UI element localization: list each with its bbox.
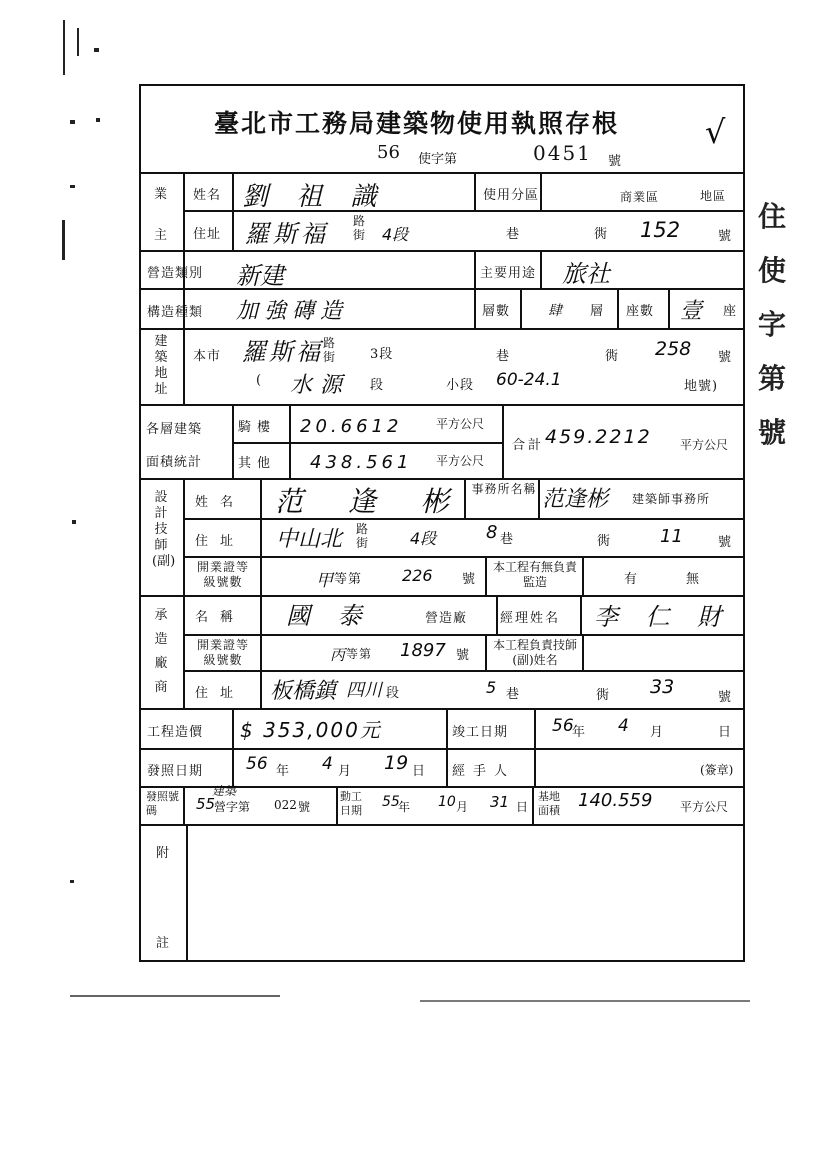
notes-label-bottom: 註 [156, 936, 171, 951]
permit-suffix: 號 [608, 154, 622, 169]
row-line [139, 288, 745, 290]
main-use-value: 旅社 [562, 260, 610, 288]
col-line [538, 478, 540, 518]
contractor-license-label: 開業證等級號數 [196, 638, 249, 667]
scan-mark [62, 220, 65, 260]
build-type-label: 營造類別 [147, 266, 204, 281]
site-land-no: 60-24.1 [496, 370, 562, 390]
designer-license-mid: 等第 [334, 572, 363, 587]
row-line [183, 634, 745, 636]
owner-lane: 巷 [506, 227, 521, 242]
contractor-license-grade: 丙 [330, 646, 346, 664]
main-use-label: 主要用途 [480, 266, 537, 281]
owner-addr-section: 4段 [382, 225, 409, 244]
site-section: 3段 [370, 347, 394, 362]
contractor-lane: 巷 [506, 687, 521, 702]
base-area-value: 140.559 [578, 790, 653, 811]
contractor-manager: 李 仁 財 [594, 603, 732, 631]
site-city: 本市 [193, 349, 222, 364]
col-line [474, 172, 476, 210]
other-value: 438.561 [310, 452, 413, 473]
col-line [474, 250, 476, 328]
issue-month-unit: 月 [338, 764, 353, 779]
designer-no: 號 [718, 535, 733, 550]
start-day: 31 [490, 793, 510, 811]
col-line [540, 172, 542, 210]
scan-speck [72, 520, 76, 524]
row-line [183, 556, 745, 558]
col-line [336, 786, 338, 824]
contractor-addr-label: 住址 [195, 686, 246, 701]
designer-license-label: 開業證等級號數 [196, 560, 249, 589]
col-line [232, 172, 234, 250]
structure-value: 加強磚造 [236, 299, 349, 324]
arcade-label: 騎樓 [238, 420, 277, 435]
site-lane: 巷 [496, 349, 511, 364]
owner-addr-label: 住址 [193, 227, 222, 242]
done-month: 4 [618, 716, 629, 736]
contractor-addr: 板橋鎮 [270, 679, 337, 704]
done-month-unit: 月 [650, 725, 665, 740]
col-line [232, 404, 234, 478]
col-line [534, 748, 536, 786]
notes-label-top: 附 [156, 846, 171, 861]
other-label: 其他 [238, 456, 277, 471]
done-date-label: 竣工日期 [452, 725, 509, 740]
owner-label-2: 主 [154, 228, 169, 243]
designer-section: 4段 [410, 529, 437, 548]
site-no-value: 258 [655, 338, 692, 360]
owner-street: 衖 [594, 227, 609, 242]
designer-road-mark: 路 街 [356, 522, 370, 550]
margin-right-big: 住 使 字 第 號 [757, 200, 786, 449]
area-label-2: 面積統計 [146, 455, 203, 470]
permit-mid: 使字第 [418, 152, 458, 167]
site-sub-label: 小段 [446, 378, 475, 393]
owner-addr-no: 152 [640, 218, 681, 242]
scan-speck [70, 185, 75, 188]
site-label: 建 築 地 址 [154, 334, 168, 397]
designer-supervise-alt: 無 [686, 572, 701, 587]
designer-label: 設 計 技 師 (副) [152, 490, 176, 569]
count-value: 壹 [680, 299, 703, 324]
permit-number: 0451 [533, 141, 592, 165]
scan-edge [420, 1000, 750, 1002]
scan-mark [63, 20, 65, 75]
col-line [534, 708, 536, 748]
site-land-section: 水源 [290, 373, 351, 398]
designer-name: 范 逢 彬 [275, 485, 467, 518]
floors-unit: 層 [590, 304, 605, 319]
handler-label: 經手人 [452, 764, 516, 779]
contractor-name-suffix: 營造廠 [425, 611, 468, 626]
col-line [668, 288, 670, 328]
site-land-suffix: 地號) [684, 379, 719, 394]
scan-speck [70, 880, 74, 883]
designer-license-no: 226 [402, 566, 433, 585]
start-date-label: 動工日期 [340, 790, 362, 817]
ref-label: 發照號碼 [146, 790, 179, 817]
col-line [446, 708, 448, 748]
issue-year-unit: 年 [276, 764, 291, 779]
contractor-name: 國 泰 [286, 602, 372, 630]
designer-office-label: 事務所名稱 [471, 482, 537, 496]
designer-office: 范逢彬 [542, 487, 609, 512]
designer-addr-label: 住址 [195, 534, 246, 549]
permit-form [139, 84, 745, 962]
ref-number: 022 [274, 798, 297, 812]
col-line [520, 288, 522, 328]
area-total-value: 459.2212 [545, 426, 652, 448]
col-line [485, 556, 487, 595]
ref-suffix: 號 [298, 800, 311, 814]
area-label-1: 各層建築 [146, 422, 203, 437]
use-zone-label: 使用分區 [483, 188, 540, 203]
scan-speck [70, 120, 75, 124]
col-line [232, 748, 234, 786]
contractor-license-no-suffix: 號 [456, 648, 471, 663]
col-line [183, 786, 185, 824]
contractor-section: 段 [386, 686, 401, 701]
contractor-no-value: 33 [650, 676, 675, 698]
row-line [139, 748, 745, 750]
owner-label-1: 業 [154, 187, 169, 202]
scan-speck [96, 118, 100, 122]
contractor-addr-road: 四川 [346, 680, 382, 701]
row-line [183, 670, 745, 672]
contractor-lane-no: 5 [486, 678, 497, 697]
designer-license-grade: 甲 [316, 571, 333, 591]
done-year-unit: 年 [572, 725, 587, 740]
contractor-name-label: 名稱 [195, 610, 246, 625]
col-line [496, 595, 498, 634]
scan-mark [77, 28, 79, 56]
start-year-unit: 年 [398, 800, 412, 814]
row-line [139, 708, 745, 710]
col-line [580, 595, 582, 634]
col-line [289, 404, 291, 478]
contractor-tech-label: 本工程負責技師(副)姓名 [492, 638, 577, 667]
row-line [139, 172, 745, 174]
site-no: 號 [718, 350, 733, 365]
issue-date-label: 發照日期 [147, 764, 204, 779]
ref-mid: 營字第 [214, 800, 251, 814]
owner-name-label: 姓名 [193, 188, 222, 203]
floors-value: 肆 [548, 303, 562, 319]
seal-label: (簽章) [700, 763, 734, 777]
col-line [260, 478, 262, 708]
site-road: 羅斯福 [242, 338, 323, 366]
base-area-label: 基地面積 [538, 790, 560, 817]
owner-addr-road: 羅斯福 [245, 220, 329, 248]
row-line [139, 404, 745, 406]
designer-supervise-label: 本工程有無負責監造 [492, 560, 577, 589]
start-month: 10 [438, 794, 456, 810]
permit-year: 56 [377, 142, 400, 163]
col-line [540, 250, 542, 288]
contractor-street: 衖 [596, 688, 611, 703]
build-type-value: 新建 [236, 262, 284, 290]
site-street: 衖 [605, 349, 620, 364]
col-line [582, 556, 584, 595]
designer-supervise-value: 有 [624, 572, 639, 587]
owner-name: 劉 祖 識 [242, 182, 387, 212]
designer-no-value: 11 [660, 526, 683, 547]
designer-office-suffix: 建築師事務所 [632, 492, 711, 506]
contractor-manager-label: 經理姓名 [500, 611, 561, 626]
done-day-unit: 日 [718, 725, 733, 740]
structure-label: 構造種類 [147, 305, 204, 320]
col-line [183, 478, 185, 708]
check-mark: √ [705, 113, 726, 151]
site-road-mark: 路 街 [323, 336, 337, 364]
contractor-label: 承 造 廠 商 [154, 608, 168, 695]
row-line [232, 442, 502, 444]
area-total-label: 合計 [512, 438, 545, 453]
issue-year: 56 [246, 754, 268, 774]
cost-value: $ 353,000元 [240, 718, 382, 742]
issue-month: 4 [322, 754, 333, 774]
cost-label: 工程造價 [147, 725, 204, 740]
designer-lane: 巷 [500, 532, 515, 547]
designer-addr-road: 中山北 [276, 527, 343, 552]
start-year: 55 [382, 794, 400, 810]
ref-prefix: 55 [196, 795, 216, 813]
owner-road-mark: 路 街 [353, 214, 367, 242]
arcade-unit: 平方公尺 [436, 417, 485, 431]
use-zone-value: 商業區 [620, 190, 660, 204]
use-zone-suffix: 地區 [700, 189, 727, 203]
col-line [532, 786, 534, 824]
col-line [183, 328, 185, 404]
arcade-value: 20.6612 [300, 416, 403, 437]
count-unit: 座 [723, 304, 738, 319]
contractor-license-no: 1897 [400, 640, 446, 661]
issue-day-unit: 日 [412, 764, 427, 779]
col-line [617, 288, 619, 328]
site-open-paren: ( [256, 373, 263, 388]
owner-no: 號 [718, 229, 733, 244]
scan-speck [94, 48, 99, 52]
row-line [139, 250, 745, 252]
col-line [502, 404, 504, 478]
scan-edge [70, 995, 280, 997]
contractor-license-mid: 等第 [346, 647, 373, 661]
row-line [139, 328, 745, 330]
issue-day: 19 [384, 752, 409, 774]
start-month-unit: 月 [456, 800, 470, 814]
contractor-no: 號 [718, 690, 733, 705]
site-duan: 段 [370, 378, 385, 393]
col-line [446, 748, 448, 786]
form-title: 臺北市工務局建築物使用執照存根 [214, 109, 620, 138]
col-line [186, 824, 188, 962]
done-year: 56 [552, 716, 574, 736]
floors-label: 層數 [482, 304, 511, 319]
area-total-unit: 平方公尺 [680, 438, 729, 452]
count-label: 座數 [626, 304, 655, 319]
base-area-unit: 平方公尺 [680, 800, 729, 814]
col-line [232, 708, 234, 748]
ref-annot: 建築 [212, 784, 237, 798]
row-line [139, 824, 745, 826]
designer-street: 衖 [597, 534, 612, 549]
designer-name-label: 姓名 [195, 495, 246, 510]
designer-license-no-suffix: 號 [462, 572, 477, 587]
start-day-unit: 日 [516, 800, 530, 814]
col-line [582, 634, 584, 670]
col-line [485, 634, 487, 670]
other-unit: 平方公尺 [436, 454, 485, 468]
designer-lane-no: 8 [486, 522, 498, 543]
